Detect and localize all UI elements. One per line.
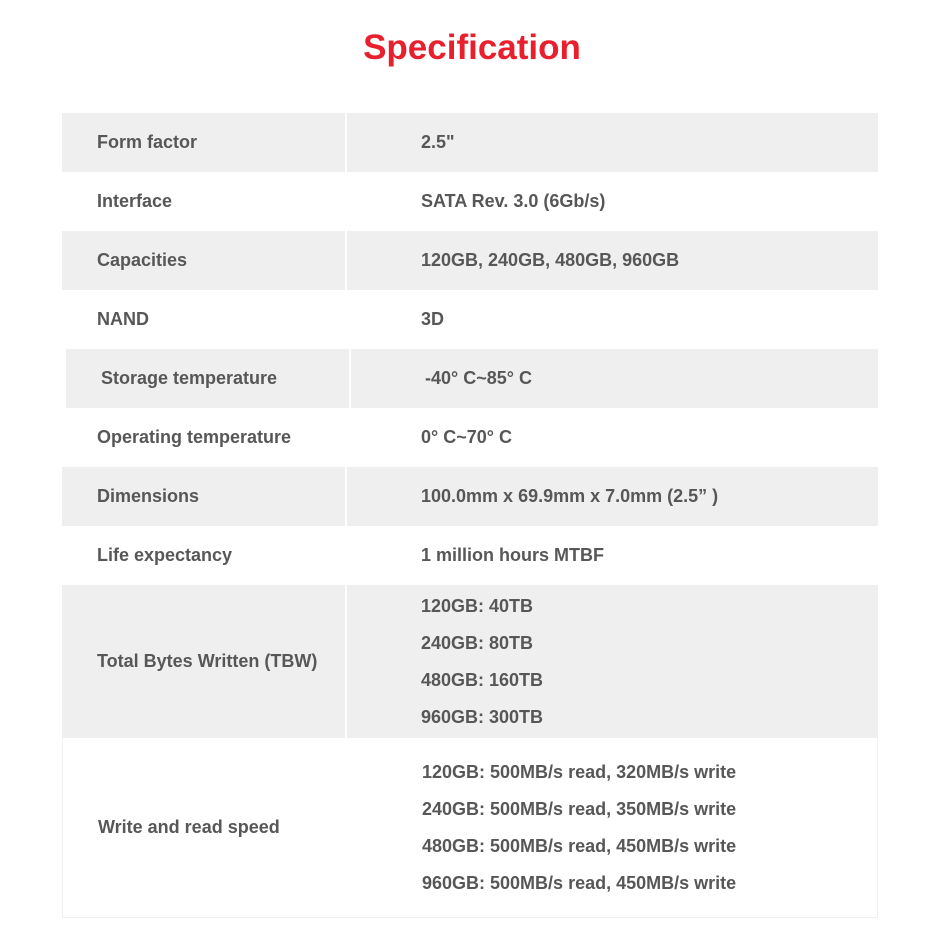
row-label: Total Bytes Written (TBW) bbox=[97, 651, 318, 671]
value-line: 240GB: 500MB/s read, 350MB/s write bbox=[422, 798, 737, 819]
row-value: SATA Rev. 3.0 (6Gb/s) bbox=[421, 191, 606, 211]
row-value-cell bbox=[347, 172, 878, 231]
row-label-cell bbox=[62, 290, 345, 349]
value-line: 120GB: 40TB bbox=[421, 595, 534, 616]
spec-table bbox=[62, 113, 878, 918]
row-label-cell bbox=[66, 349, 349, 408]
row-value-cell bbox=[348, 738, 877, 917]
spec-row-life-expectancy bbox=[62, 526, 878, 585]
value-line: 480GB: 500MB/s read, 450MB/s write bbox=[422, 835, 737, 856]
row-value: 100.0mm x 69.9mm x 7.0mm (2.5” ) bbox=[421, 486, 719, 506]
row-label-cell bbox=[63, 738, 346, 917]
row-label: Dimensions bbox=[97, 486, 200, 506]
row-value: 1 million hours MTBF bbox=[421, 545, 604, 565]
row-value-cell bbox=[347, 113, 878, 172]
value-line: 120GB: 500MB/s read, 320MB/s write bbox=[422, 761, 737, 782]
row-value: 0° C~70° C bbox=[421, 427, 512, 447]
spec-row-storage-temperature bbox=[66, 349, 878, 408]
row-value-cell bbox=[347, 231, 878, 290]
row-value-cell bbox=[347, 290, 878, 349]
spec-row-write-read-speed bbox=[62, 738, 878, 918]
spec-row-form-factor bbox=[62, 113, 878, 172]
row-label: Interface bbox=[97, 191, 173, 211]
spec-row-dimensions bbox=[62, 467, 878, 526]
row-label: Capacities bbox=[97, 250, 188, 270]
row-value: 120GB, 240GB, 480GB, 960GB bbox=[421, 250, 680, 270]
row-value-cell bbox=[351, 349, 878, 408]
row-label-cell bbox=[62, 467, 345, 526]
row-label: Life expectancy bbox=[97, 545, 233, 565]
row-value-cell bbox=[347, 467, 878, 526]
row-value: 3D bbox=[421, 309, 445, 329]
row-label-cell bbox=[62, 172, 345, 231]
spec-row-interface bbox=[62, 172, 878, 231]
row-value-cell bbox=[347, 585, 878, 738]
value-line: 480GB: 160TB bbox=[421, 669, 544, 690]
row-label: Storage temperature bbox=[101, 368, 278, 388]
row-label-cell bbox=[62, 113, 345, 172]
spec-row-nand bbox=[62, 290, 878, 349]
row-label: NAND bbox=[97, 309, 149, 329]
row-value: 2.5" bbox=[421, 132, 455, 152]
row-label: Write and read speed bbox=[98, 817, 280, 837]
row-label: Form factor bbox=[97, 132, 198, 152]
row-label-cell bbox=[62, 231, 345, 290]
spec-row-total-bytes-written bbox=[62, 585, 878, 738]
value-line: 240GB: 80TB bbox=[421, 632, 534, 653]
value-line: 960GB: 500MB/s read, 450MB/s write bbox=[422, 872, 737, 893]
spec-row-operating-temperature bbox=[62, 408, 878, 467]
row-label: Operating temperature bbox=[97, 427, 292, 447]
spec-row-capacities bbox=[62, 231, 878, 290]
row-value-cell bbox=[347, 408, 878, 467]
row-label-cell bbox=[62, 585, 345, 738]
row-label-cell bbox=[62, 408, 345, 467]
row-label-cell bbox=[62, 526, 345, 585]
value-line: 960GB: 300TB bbox=[421, 706, 544, 727]
page-title: Specification bbox=[363, 28, 581, 67]
row-value: -40° C~85° C bbox=[425, 368, 532, 388]
row-value-cell bbox=[347, 526, 878, 585]
